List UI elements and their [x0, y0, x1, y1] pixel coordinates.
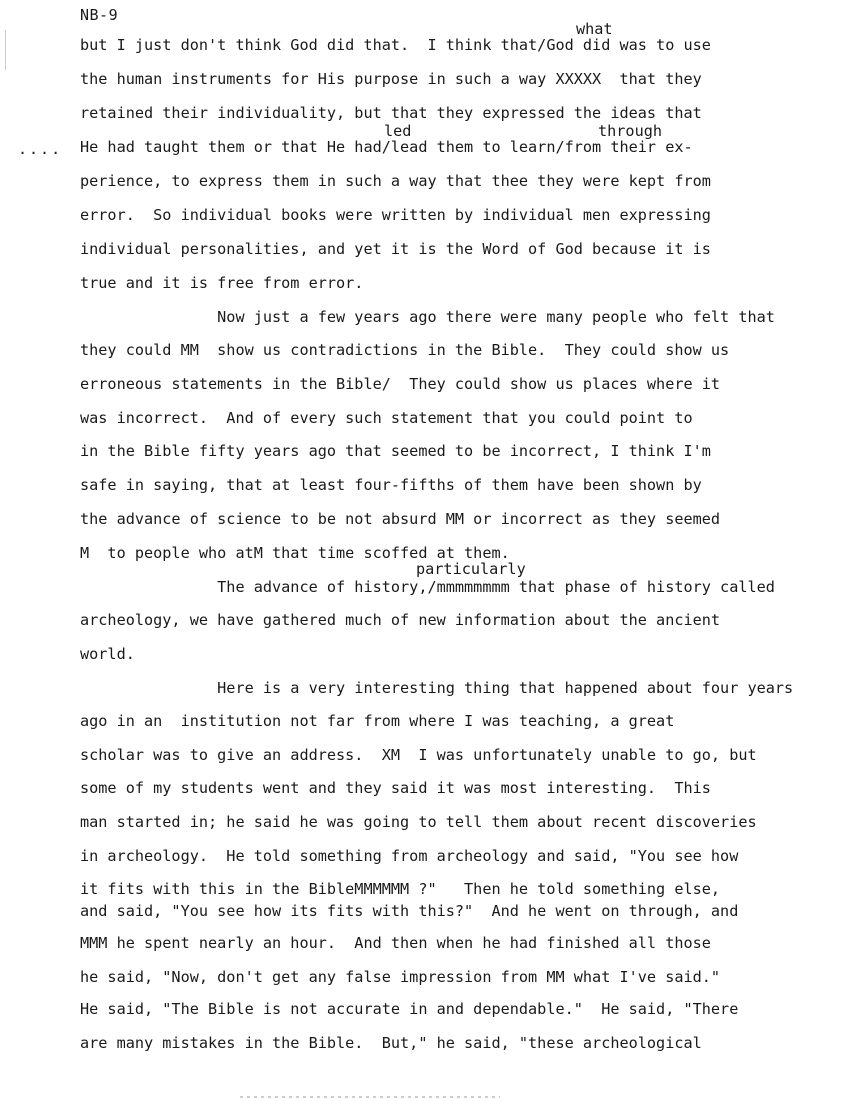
text-line: are many mistakes in the Bible. But," he said, "these archeological	[80, 1034, 702, 1052]
text-line: he said, "Now, don't get any false impression from MM what I've said."	[80, 968, 721, 986]
text-line: perience, to express them in such a way that thee they were kept from	[80, 172, 711, 190]
text-line: scholar was to give an address. XM I was unfortunately unable to go, but	[80, 746, 757, 764]
text-line: The advance of history,/mmmmmmmm that phase of history called	[80, 578, 775, 596]
text-line: ago in an institution not far from where I was teaching, a great	[80, 712, 675, 730]
scan-edge-mark	[5, 30, 6, 70]
insertion-particularly: particularly	[416, 560, 526, 578]
text-line: He had taught them or that He had/lead them to learn/from their ex-	[80, 138, 693, 156]
text-line: Now just a few years ago there were many people who felt that	[80, 308, 775, 326]
text-line: in archeology. He told something from archeology and said, "You see how	[80, 847, 739, 865]
page-number: NB-9	[80, 6, 119, 24]
text-line: M to people who atM that time scoffed at them.	[80, 544, 510, 562]
text-line: in the Bible fifty years ago that seemed to be incorrect, I think I'm	[80, 442, 711, 460]
text-line: MMM he spent nearly an hour. And then when he had finished all those	[80, 934, 711, 952]
text-line: error. So individual books were written by individual men expressing	[80, 206, 711, 224]
text-line: they could MM show us contradictions in the Bible. They could show us	[80, 341, 730, 359]
text-line: true and it is free from error.	[80, 274, 364, 292]
text-line: world.	[80, 645, 135, 663]
text-line: Here is a very interesting thing that happened about four years	[80, 679, 794, 697]
text-line: the human instruments for His purpose in such a way XXXXX that they	[80, 70, 702, 88]
text-line: and said, "You see how its fits with this?" And he went on through, and	[80, 902, 739, 920]
insertion-led: led	[384, 122, 412, 140]
text-line: some of my students went and they said it was most interesting. This	[80, 779, 711, 797]
scan-edge-mark	[240, 1096, 500, 1098]
text-line: was incorrect. And of every such statement that you could point to	[80, 409, 693, 427]
text-line: archeology, we have gathered much of new information about the ancient	[80, 611, 721, 629]
text-line: but I just don't think God did that. I think that/God did was to use	[80, 36, 711, 54]
insertion-what: what	[576, 20, 613, 38]
text-line: individual personalities, and yet it is the Word of God because it is	[80, 240, 711, 258]
text-line: retained their individuality, but that they expressed the ideas that	[80, 104, 702, 122]
text-line: the advance of science to be not absurd MM or incorrect as they seemed	[80, 510, 721, 528]
text-line: man started in; he said he was going to tell them about recent discoveries	[80, 813, 757, 831]
margin-mark: ....	[18, 140, 63, 158]
text-line: He said, "The Bible is not accurate in and dependable." He said, "There	[80, 1000, 739, 1018]
insertion-through: through	[598, 122, 663, 140]
text-line: safe in saying, that at least four-fifths of them have been shown by	[80, 476, 702, 494]
text-line: erroneous statements in the Bible/ They could show us places where it	[80, 375, 721, 393]
text-line: it fits with this in the BibleMMMMMM ?" Then he told something else,	[80, 880, 721, 898]
